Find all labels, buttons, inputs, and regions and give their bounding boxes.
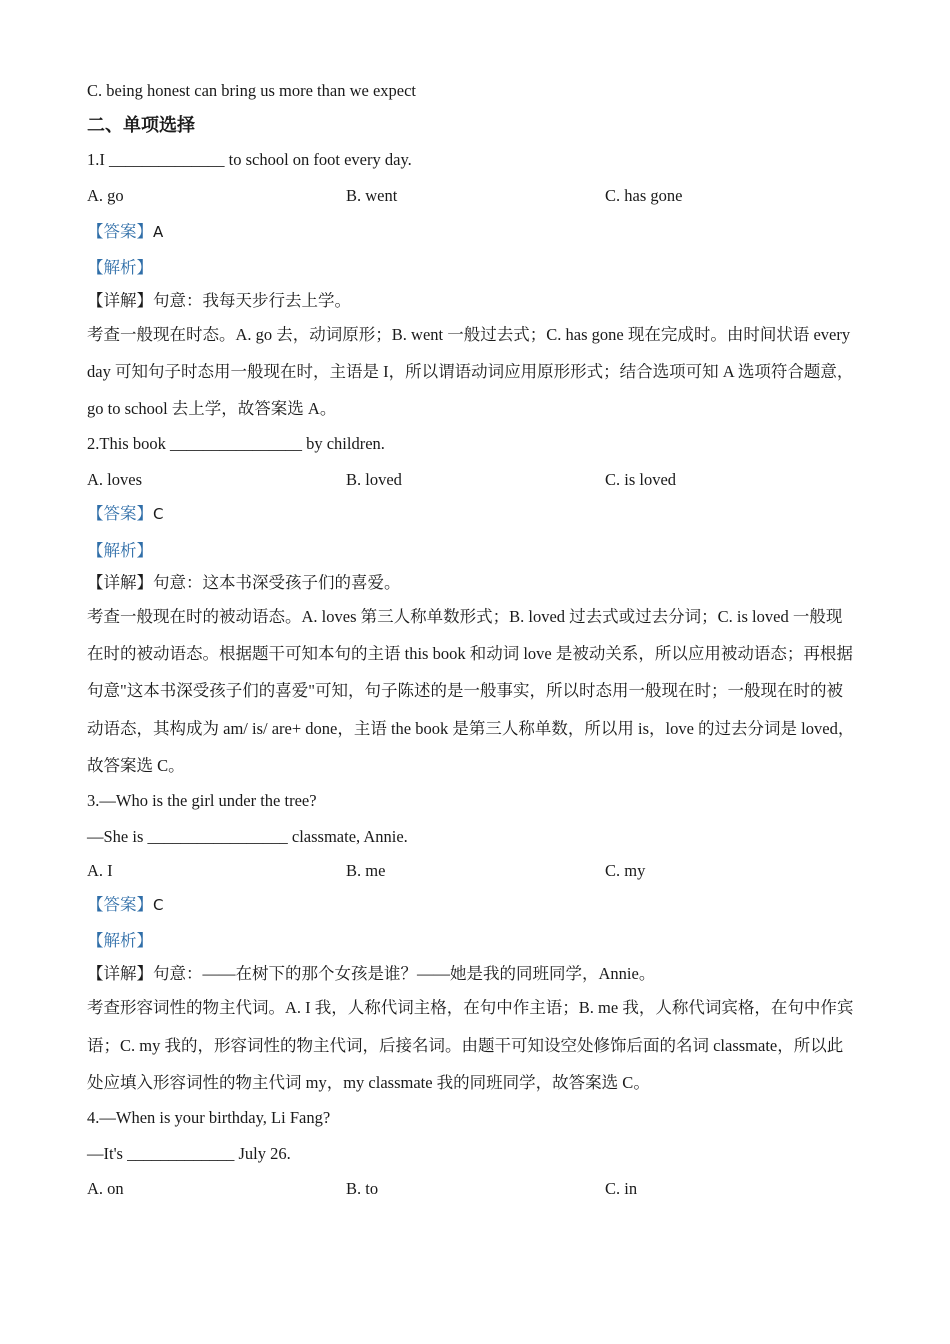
question-4-option-a: A. on <box>87 1179 124 1198</box>
question-1-answer <box>87 221 163 243</box>
section-title: 二、单项选择 <box>87 115 195 135</box>
answer-label: 【答案】 <box>87 895 153 914</box>
answer-label: 【答案】 <box>87 504 153 523</box>
question-2-option-c: C. is loved <box>605 470 677 489</box>
question-1-analysis-label: 【解析】 <box>87 258 153 277</box>
question-2-explanation-line: 句意"这本书深受孩子们的喜爱"可知，句子陈述的是一般事实，所以时态用一般现在时；一般现在时的被 <box>87 681 843 700</box>
question-2-explanation-line: 动语态，其构成为 am/ is/ are+ done，主语 the book 是第三人称单数，所以用 is，love 的过去分词是 loved， <box>87 719 855 738</box>
question-3-detail: 【详解】句意：——在树下的那个女孩是谁？——她是我的同班同学，Annie。 <box>87 964 656 983</box>
answer-value: A <box>153 223 164 241</box>
question-1-explanation-line: go to school 去上学，故答案选 A。 <box>87 399 337 418</box>
question-3-option-b: B. me <box>346 861 386 880</box>
question-4-stem: 4.—When is your birthday, Li Fang? <box>87 1108 331 1127</box>
question-2-explanation-line: 在时的被动语态。根据题干可知本句的主语 this book 和动词 love 是被动关系，所以应用被动语态；再根据 <box>87 644 853 663</box>
question-2-explanation-line: 考查一般现在时的被动语态。A. loves 第三人称单数形式；B. loved 过去式或过去分词；C. is loved 一般现 <box>87 607 843 626</box>
question-3-answer <box>87 894 163 916</box>
question-1-option-a: A. go <box>87 186 124 205</box>
question-3-explanation-line: 考查形容词性的物主代词。A. I 我，人称代词主格，在句中作主语；B. me 我，人称代词宾格，在句中作宾 <box>87 998 854 1017</box>
question-2-answer <box>87 503 163 525</box>
question-3-explanation-line: 处应填入形容词性的物主代词 my，my classmate 我的同班同学，故答案选 C。 <box>87 1073 650 1092</box>
question-3-explanation-line: 语；C. my 我的，形容词性的物主代词，后接名词。由题干可知设空处修饰后面的名词 classmate，所以此 <box>87 1036 844 1055</box>
answer-value: C <box>153 896 164 914</box>
question-2-option-a: A. loves <box>87 470 142 489</box>
question-4-option-c: C. in <box>605 1179 638 1198</box>
question-2-stem: 2.This book ________________ by children. <box>87 434 385 453</box>
question-3-analysis-label: 【解析】 <box>87 931 153 950</box>
question-3-option-c: C. my <box>605 861 646 880</box>
question-1-option-c: C. has gone <box>605 186 683 205</box>
question-2-analysis-label: 【解析】 <box>87 541 153 560</box>
question-3-stem: —She is _________________ classmate, Annie. <box>87 827 408 846</box>
question-2-explanation-line: 故答案选 C。 <box>87 756 185 775</box>
answer-label: 【答案】 <box>87 222 153 241</box>
question-2-option-b: B. loved <box>346 470 402 489</box>
question-3-stem: 3.—Who is the girl under the tree? <box>87 791 317 810</box>
answer-value: C <box>153 505 164 523</box>
question-3-option-a: A. I <box>87 861 113 880</box>
question-2-detail: 【详解】句意：这本书深受孩子们的喜爱。 <box>87 573 401 592</box>
question-4-stem: —It's _____________ July 26. <box>87 1144 291 1163</box>
question-4-option-b: B. to <box>346 1179 379 1198</box>
question-1-explanation-line: day 可知句子时态用一般现在时，主语是 I，所以谓语动词应用原形形式；结合选项可知 A 选项符合题意， <box>87 362 854 381</box>
question-1-detail: 【详解】句意：我每天步行去上学。 <box>87 291 351 310</box>
previous-option-c: C. being honest can bring us more than we expect <box>87 81 416 100</box>
question-1-explanation-line: 考查一般现在时态。A. go 去，动词原形；B. went 一般过去式；C. has gone 现在完成时。由时间状语 every <box>87 325 851 344</box>
question-1-option-b: B. went <box>346 186 398 205</box>
question-1-stem: 1.I ______________ to school on foot every day. <box>87 150 412 169</box>
